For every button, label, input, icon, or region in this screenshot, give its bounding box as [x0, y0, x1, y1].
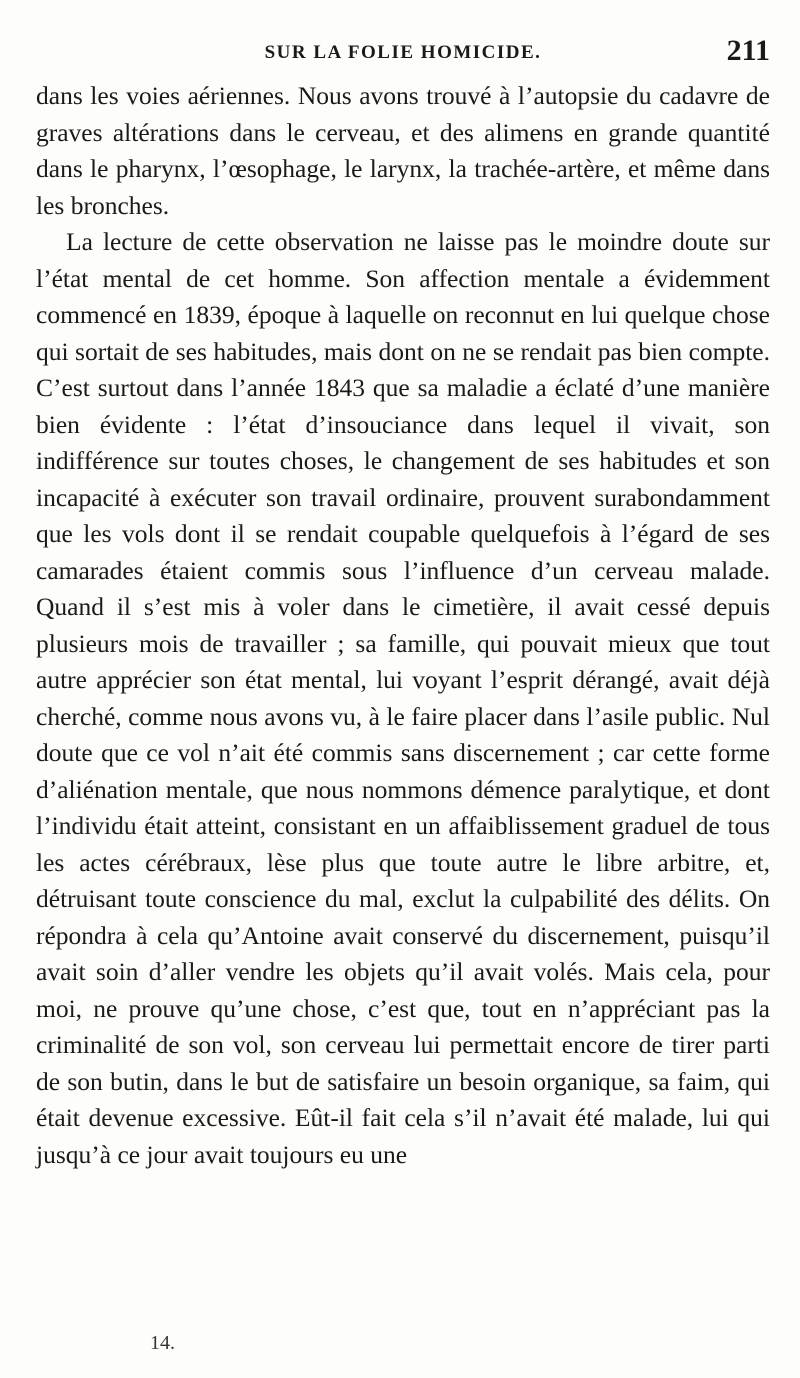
running-title: SUR LA FOLIE HOMICIDE.: [264, 42, 542, 63]
running-header: [36, 34, 770, 74]
page-number: 211: [726, 34, 770, 67]
body-text: [36, 78, 770, 1173]
signature-mark: 14.: [150, 1332, 175, 1354]
paragraph-observation-analysis: La lecture de cette observation ne laisse pas le moindre doute sur l’état mental de cet homme. Son affection mentale a évidemment commencé en 1839, époque à laquelle on reconnut en lui quelque chose qui sortait de ses habitudes, mais dont on ne se rendait pas bien compte. C’est surtout dans l’année 1843 que sa maladie a éclaté d’une manière bien évidente : l’état d’insouciance dans lequel il vivait, son indifférence sur toutes choses, le changement de ses habitudes et son incapacité à exécuter son travail ordinaire, prouvent surabondamment que les vols dont il se rendait coupable quelquefois à l’égard de ses camarades étaient commis sous l’influence d’un cerveau malade. Quand il s’est mis à voler dans le cimetière, il avait cessé depuis plusieurs mois de travailler ; sa famille, qui pouvait mieux que tout autre apprécier son état mental, lui voyant l’esprit dérangé, avait déjà cherché, comme nous avons vu, à le faire placer dans l’asile public. Nul doute que ce vol n’ait été commis sans discernement ; car cette forme d’aliénation mentale, que nous nommons démence paralytique, et dont l’individu était atteint, consistant en un affaiblissement graduel de tous les actes cérébraux, lèse plus que toute autre le libre arbitre, et, détruisant toute conscience du mal, exclut la culpabilité des délits. On répondra à cela qu’Antoine avait conservé du discernement, puisqu’il avait soin d’aller vendre les objets qu’il avait volés. Mais cela, pour moi, ne prouve qu’une chose, c’est que, tout en n’appréciant pas la criminalité de son vol, son cerveau lui permettait encore de tirer parti de son butin, dans le but de satisfaire un besoin organique, sa faim, qui était devenue excessive. Eût-il fait cela s’il n’avait été malade, lui qui jusqu’à ce jour avait toujours eu une: [36, 227, 770, 1169]
paragraph-continuation: dans les voies aériennes. Nous avons trouvé à l’autopsie du cadavre de graves altérations dans le cerveau, et des alimens en grande quantité dans le pharynx, l’œsophage, le larynx, la trachée-artère, et même dans les bronches.: [36, 81, 770, 220]
